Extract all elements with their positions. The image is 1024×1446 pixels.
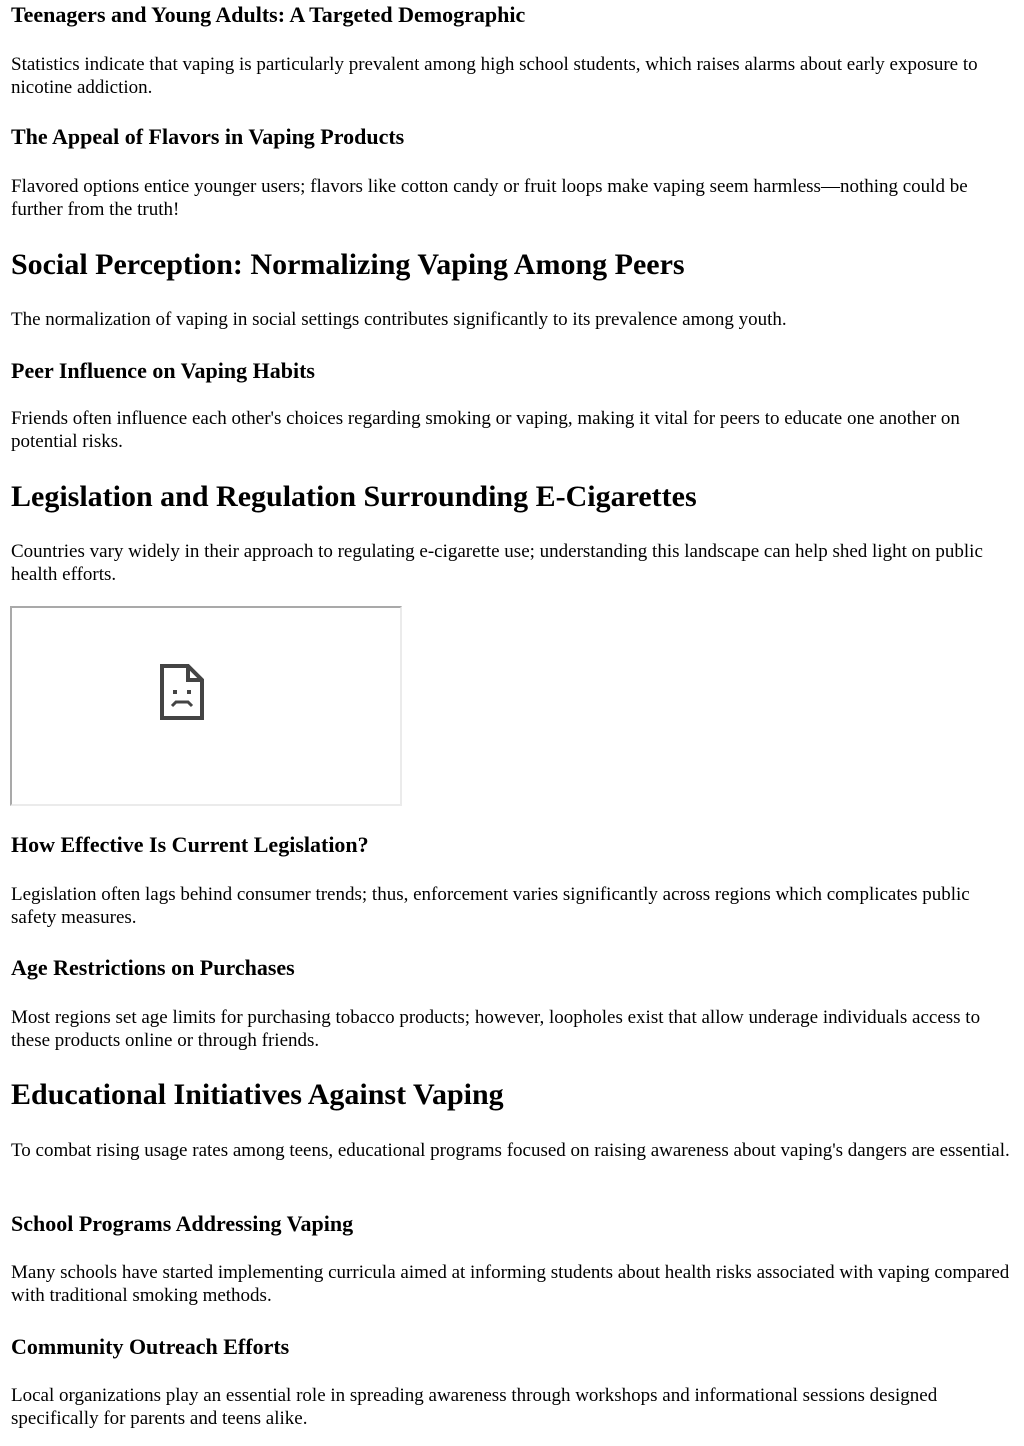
heading-effective-legislation: How Effective Is Current Legislation? <box>11 832 369 857</box>
heading-social-perception: Social Perception: Normalizing Vaping Among Peers <box>11 248 685 281</box>
paragraph-teenagers-young-adults: Statistics indicate that vaping is particularly prevalent among high school students, which raises alarms about early exposure to nicotine addiction. <box>11 54 978 98</box>
paragraph-effective-legislation: Legislation often lags behind consumer trends; thus, enforcement varies significantly across regions which complicates public safety measures. <box>11 884 970 928</box>
heading-educational-initiatives: Educational Initiatives Against Vaping <box>11 1078 504 1111</box>
paragraph-legislation-regulation: Countries vary widely in their approach to regulating e-cigarette use; understanding this landscape can help shed light on public health efforts. <box>11 541 983 585</box>
paragraph-school-programs: Many schools have started implementing curricula aimed at informing students about health risks associated with vaping compared with traditional smoking methods. <box>11 1262 1010 1306</box>
broken-image <box>10 606 402 806</box>
broken-image-icon <box>160 664 204 725</box>
heading-community-outreach: Community Outreach Efforts <box>11 1334 290 1359</box>
heading-legislation-regulation: Legislation and Regulation Surrounding E-Cigarettes <box>11 480 697 513</box>
heading-appeal-of-flavors: The Appeal of Flavors in Vaping Products <box>11 124 405 149</box>
heading-peer-influence: Peer Influence on Vaping Habits <box>11 358 315 383</box>
paragraph-appeal-of-flavors: Flavored options entice younger users; flavors like cotton candy or fruit loops make vaping seem harmless—nothing could be further from the truth! <box>11 176 968 220</box>
heading-teenagers-young-adults: Teenagers and Young Adults: A Targeted Demographic <box>11 2 526 27</box>
paragraph-social-perception: The normalization of vaping in social settings contributes significantly to its prevalence among youth. <box>11 309 787 330</box>
paragraph-educational-initiatives: To combat rising usage rates among teens, educational programs focused on raising awareness about vaping's dangers are essential. <box>11 1140 1010 1161</box>
heading-school-programs: School Programs Addressing Vaping <box>11 1211 354 1236</box>
paragraph-peer-influence: Friends often influence each other's choices regarding smoking or vaping, making it vital for peers to educate one another on potential risks. <box>11 408 960 452</box>
paragraph-age-restrictions: Most regions set age limits for purchasing tobacco products; however, loopholes exist that allow underage individuals access to these products online or through friends. <box>11 1007 981 1051</box>
paragraph-community-outreach: Local organizations play an essential role in spreading awareness through workshops and informational sessions designed specifically for parents and teens alike. <box>11 1385 938 1429</box>
heading-age-restrictions: Age Restrictions on Purchases <box>11 955 295 980</box>
